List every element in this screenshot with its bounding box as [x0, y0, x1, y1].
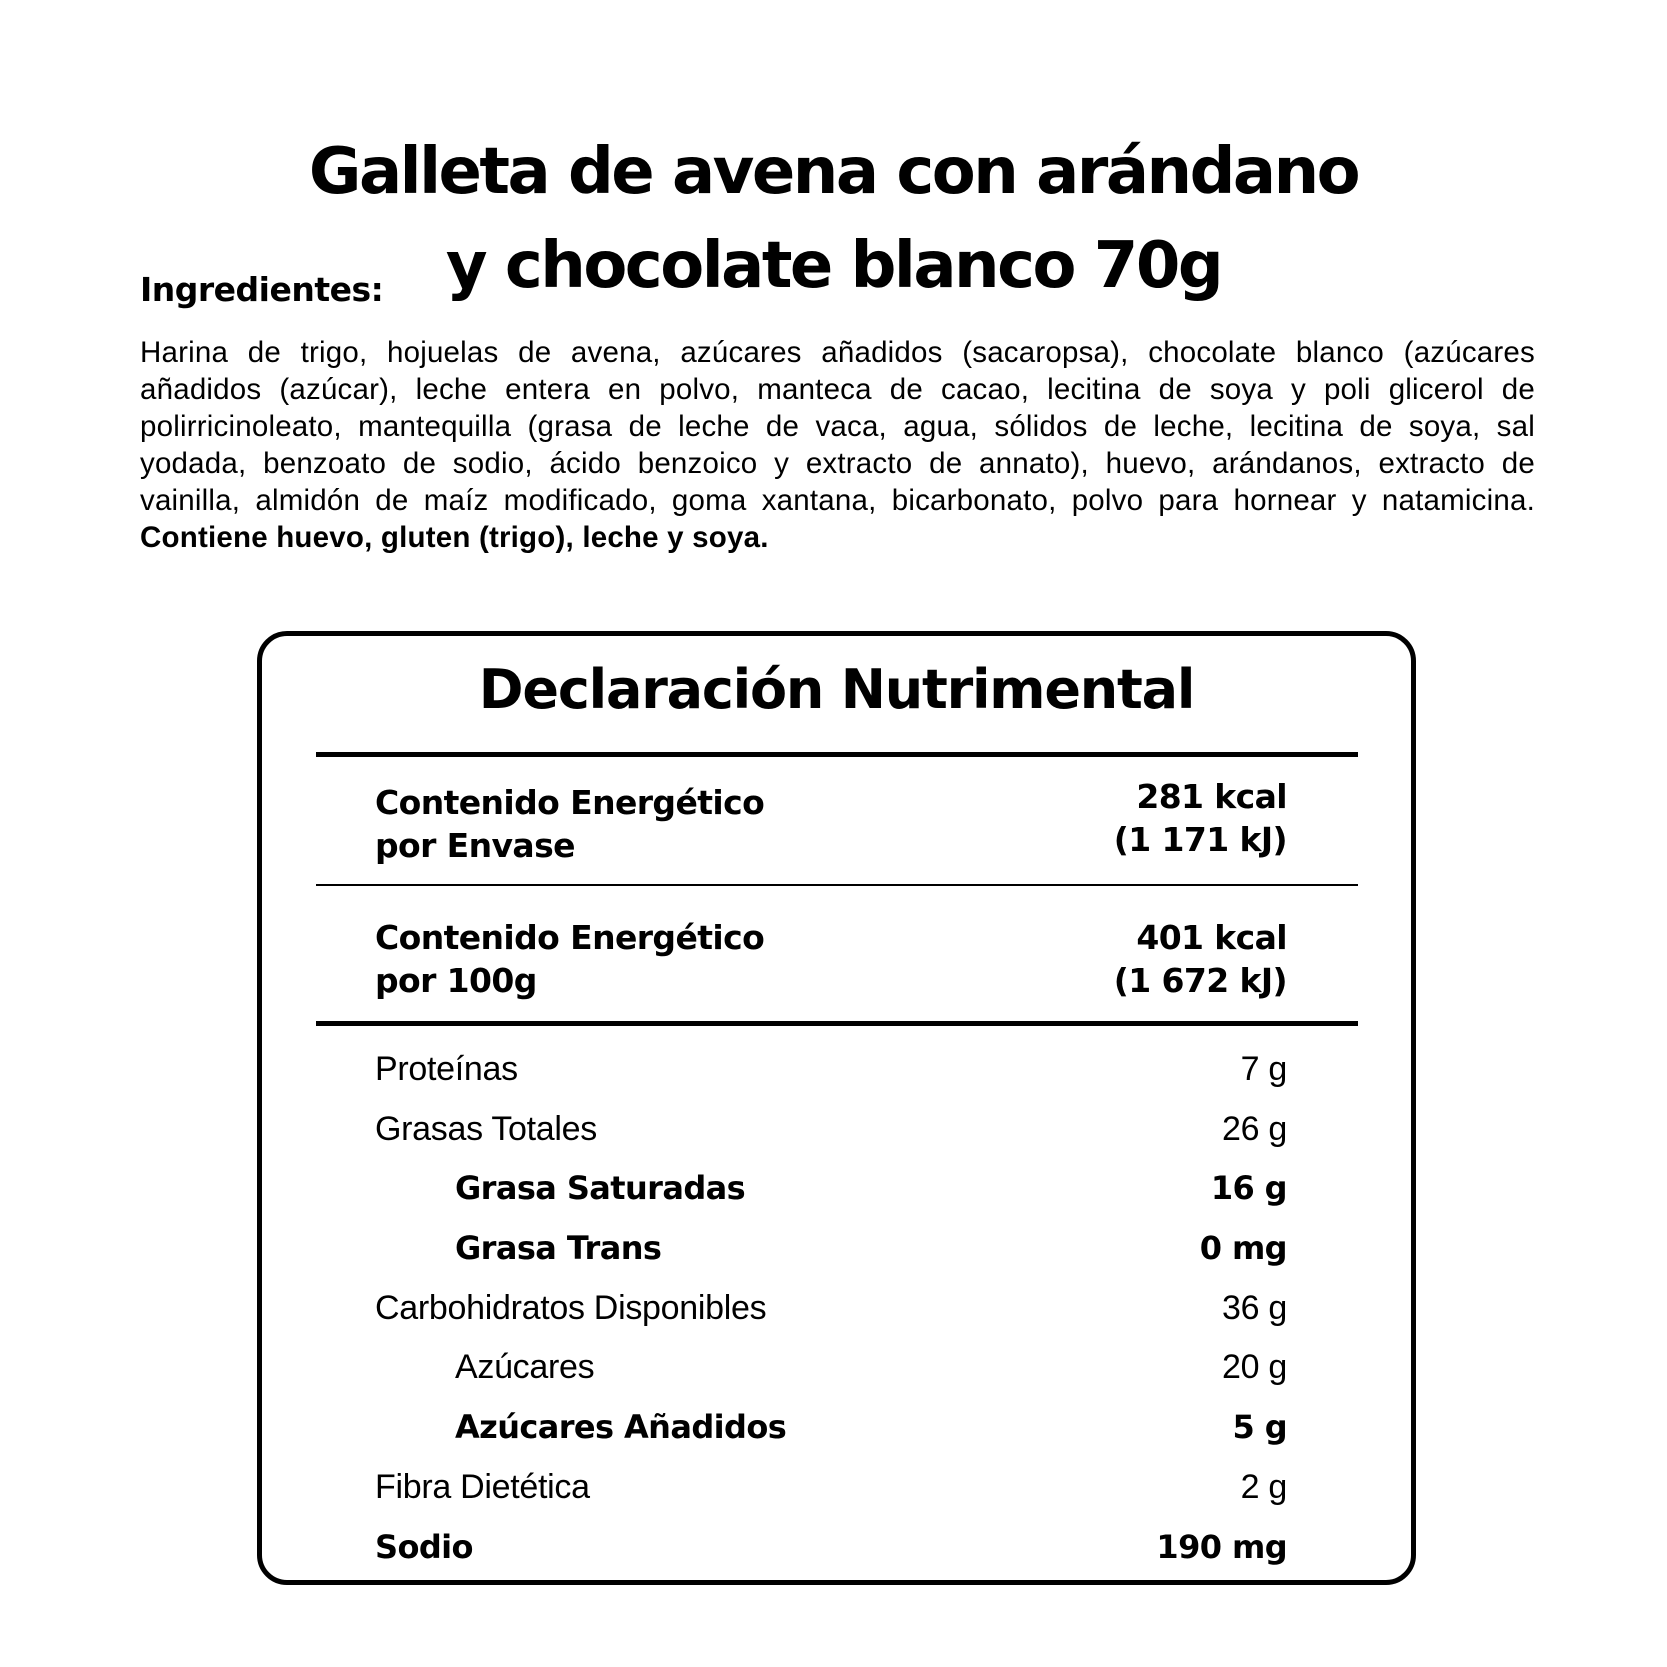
energy-per-100g-value: [1114, 916, 1287, 1002]
nutrient-row-sodio: [375, 1522, 1287, 1572]
energy-per-package-row: [375, 777, 1287, 867]
nutrient-row-carbohidratos: [375, 1283, 1287, 1333]
ingredients-list: Harina de trigo, hojuelas de avena, azúcares añadidos (sacaropsa), chocolate blanco (azúcares añadidos (azúcar), leche entera en polvo, manteca de cacao, lecitina de soya y poli glicerol de polirricinoleato, mantequilla (grasa de leche de vaca, agua, sólidos de leche, lecitina de soya, sal yodada, benzoato de sodio, ácido benzoico y extracto de annato), huevo, arándanos, extracto de vainilla, almidón de maíz modificado, goma xantana, bicarbonato, polvo para hornear y natamicina.: [140, 336, 1535, 517]
energy-label-line2: por 100g: [375, 961, 537, 1000]
nutrient-row-grasas-totales: [375, 1104, 1287, 1154]
energy-per-package-label: [375, 781, 764, 867]
divider-thick: [316, 1021, 1358, 1026]
nutrient-label: Azúcares Añadidos: [455, 1408, 787, 1446]
energy-per-100g-row: [375, 916, 1287, 1002]
nutrition-title: Declaración Nutrimental: [478, 658, 1195, 721]
nutrient-row-grasa-trans: [375, 1223, 1287, 1273]
nutrient-value: 26 g: [1222, 1109, 1287, 1148]
energy-label-line1: Contenido Energético: [375, 918, 765, 957]
nutrient-row-azucares-anadidos: [375, 1402, 1287, 1452]
nutrient-label: Carbohidratos Disponibles: [375, 1288, 767, 1327]
nutrition-facts-panel: [257, 631, 1416, 1585]
energy-kj: (1 171 kJ): [1113, 820, 1287, 859]
energy-kj: (1 672 kJ): [1113, 961, 1287, 1000]
nutrient-label: Fibra Dietética: [375, 1467, 590, 1506]
nutrient-value: 5 g: [1232, 1408, 1287, 1446]
divider-thin: [316, 884, 1358, 886]
ingredients-text: [140, 334, 1535, 556]
ingredients-heading: Ingredientes:: [140, 270, 384, 309]
nutrient-value: 20 g: [1222, 1347, 1287, 1386]
nutrient-value: 0 mg: [1199, 1229, 1287, 1267]
allergen-statement: Contiene huevo, gluten (trigo), leche y soya.: [140, 521, 769, 554]
nutrient-value: 190 mg: [1156, 1528, 1287, 1566]
nutrient-value: 2 g: [1240, 1467, 1287, 1506]
nutrient-label: Grasa Saturadas: [455, 1169, 746, 1207]
nutrient-label: Proteínas: [375, 1049, 518, 1088]
nutrient-row-fibra: [375, 1462, 1287, 1512]
energy-kcal: 281 kcal: [1136, 777, 1287, 816]
energy-per-package-value: [1114, 775, 1287, 867]
energy-per-100g-label: [375, 916, 764, 1002]
nutrient-row-grasa-saturadas: [375, 1163, 1287, 1213]
nutrient-value: 16 g: [1210, 1169, 1287, 1207]
nutrient-label: Sodio: [375, 1528, 473, 1566]
nutrient-label: Grasas Totales: [375, 1109, 597, 1148]
nutrient-label: Azúcares: [455, 1347, 595, 1386]
energy-label-line1: Contenido Energético: [375, 783, 765, 822]
nutrient-row-proteinas: [375, 1044, 1287, 1094]
product-title-line2: y chocolate blanco 70g: [445, 228, 1222, 303]
energy-label-line2: por Envase: [375, 826, 575, 865]
divider-thick: [316, 752, 1358, 757]
energy-kcal: 401 kcal: [1136, 918, 1287, 957]
nutrient-row-azucares: [375, 1342, 1287, 1392]
nutrient-value: 7 g: [1240, 1049, 1287, 1088]
nutrient-label: Grasa Trans: [455, 1229, 662, 1267]
product-title-line1: Galleta de avena con arándano: [308, 134, 1359, 209]
nutrient-value: 36 g: [1222, 1288, 1287, 1327]
